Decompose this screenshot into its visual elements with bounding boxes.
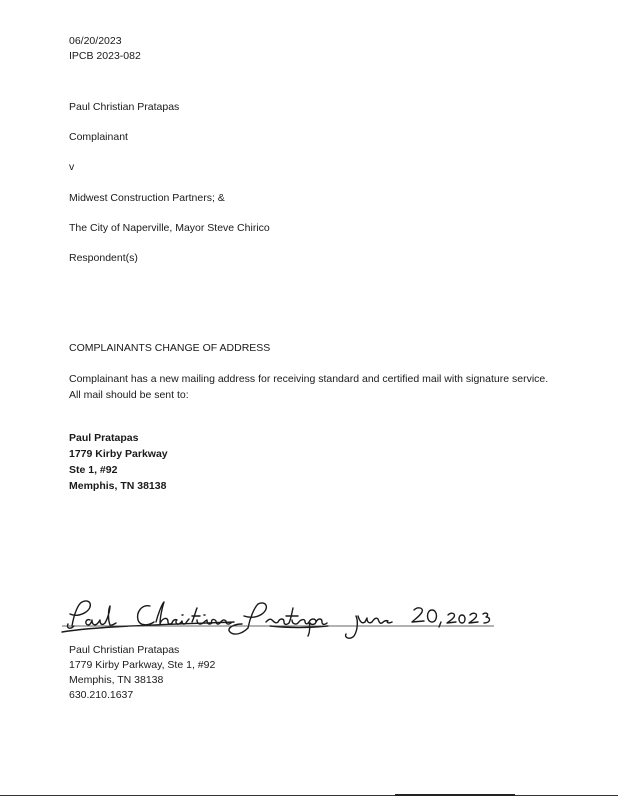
complainant-label: Complainant [69,131,128,143]
address-name: Paul Pratapas [69,432,139,444]
signer-name: Paul Christian Pratapas [69,644,180,656]
signer-phone: 630.210.1637 [69,689,134,701]
address-street: 1779 Kirby Parkway [69,448,168,460]
notice-paragraph: Complainant has a new mailing address for receiving standard and certified mail with signature service. All mail should be sent to: [69,373,549,401]
versus-label: v [69,161,75,173]
signer-city: Memphis, TN 38138 [69,674,164,686]
respondent-label: Respondent(s) [69,252,138,264]
address-unit: Ste 1, #92 [69,464,118,476]
page-bottom-mark [395,794,515,796]
signer-address: 1779 Kirby Parkway, Ste 1, #92 [69,659,216,671]
case-number: IPCB 2023-082 [69,50,141,62]
document-heading: COMPLAINANTS CHANGE OF ADDRESS [69,342,271,354]
complainant-name: Paul Christian Pratapas [69,101,180,113]
respondent-2: The City of Naperville, Mayor Steve Chirico [69,222,270,234]
page-bottom-edge [0,795,618,796]
filing-date: 06/20/2023 [69,35,122,47]
address-city: Memphis, TN 38138 [69,480,167,492]
respondent-1: Midwest Construction Partners; & [69,192,225,204]
handwritten-signature [58,596,498,642]
